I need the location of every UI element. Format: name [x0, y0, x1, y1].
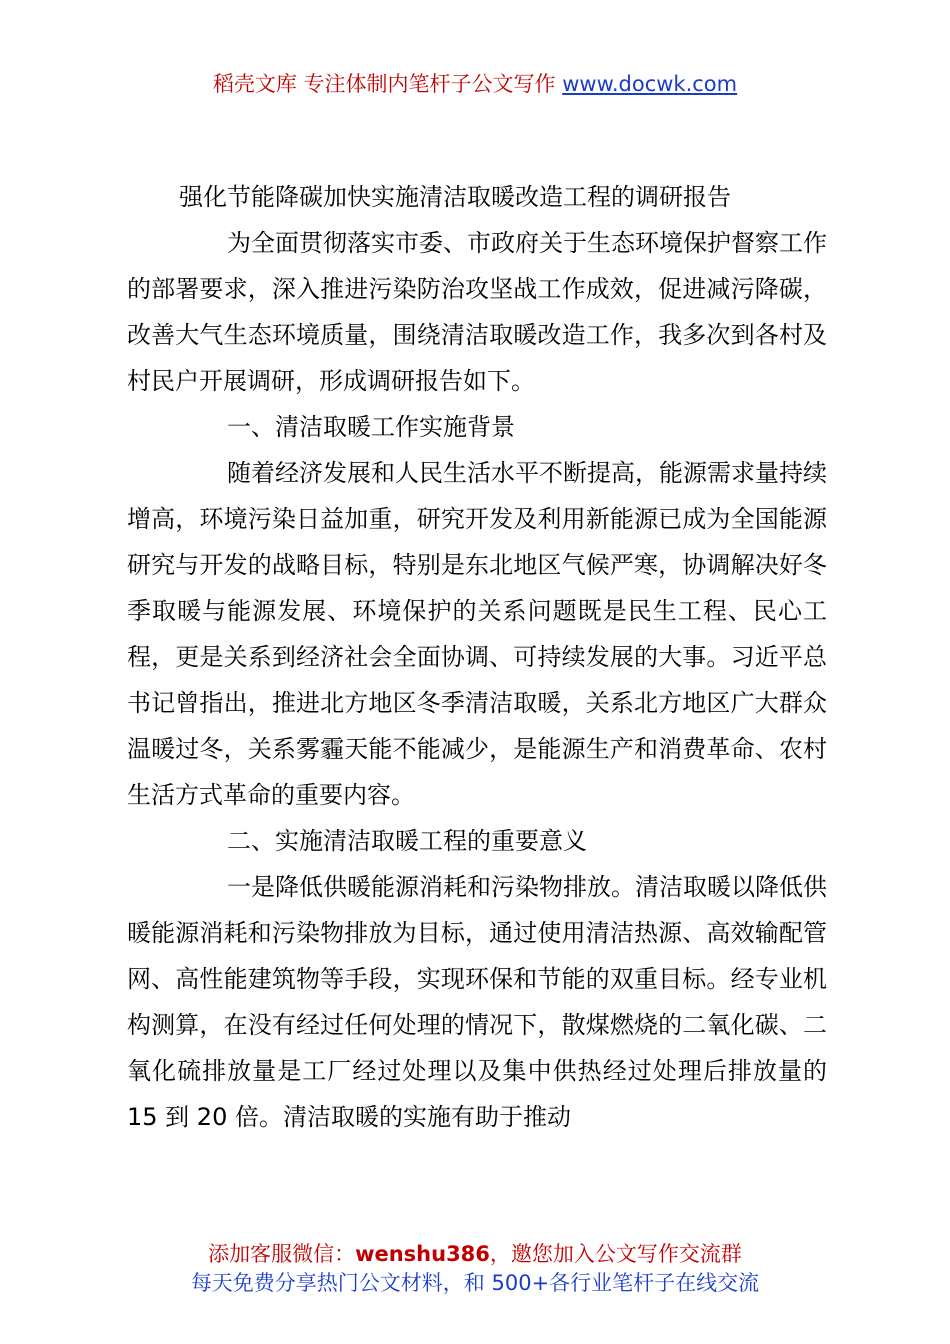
footer-wechat-line [0, 1240, 950, 1269]
section-heading-significance: 二、实施清洁取暖工程的重要意义 [227, 827, 587, 855]
header-banner [0, 70, 950, 98]
brand-slogan: 稻壳文库 专注体制内笔杆子公文写作 [212, 72, 556, 96]
website-link[interactable]: www.docwk.com [562, 72, 738, 96]
footer-wechat-suffix: ，邀您加入公文写作交流群 [489, 1242, 742, 1266]
wechat-id: wenshu386 [355, 1242, 490, 1266]
intro-paragraph: 为全面贯彻落实市委、市政府关于生态环境保护督察工作的部署要求，深入推进污染防治攻坚战工作成效，促进减污降碳，改善大气生态环境质量，围绕清洁取暖改造工作，我多次到各村及村民户开展调研，形成调研报告如下。 [127, 229, 827, 395]
document-title: 强化节能降碳加快实施清洁取暖改造工程的调研报告 [179, 183, 731, 211]
significance-paragraph: 一是降低供暖能源消耗和污染物排放。清洁取暖以降低供暖能源消耗和污染物排放为目标，通过使用清洁热源、高效输配管网、高性能建筑物等手段，实现环保和节能的双重目标。经专业机构测算，在没有经过任何处理的情况下，散煤燃烧的二氧化碳、二氧化硫排放量是工厂经过处理以及集中供热经过处理后排放量的 15 到 20 倍。清洁取暖的实施有助于推动 [127, 873, 827, 1131]
footer-promo [0, 1240, 950, 1298]
footer-share-line: 每天免费分享热门公文材料，和 500+各行业笔杆子在线交流 [190, 1271, 760, 1295]
background-paragraph: 随着经济发展和人民生活水平不断提高，能源需求量持续增高，环境污染日益加重，研究开发及利用新能源已成为全国能源研究与开发的战略目标，特别是东北地区气候严寒，协调解决好冬季取暖与能源发展、环境保护的关系问题既是民生工程、民心工程，更是关系到经济社会全面协调、可持续发展的大事。习近平总书记曾指出，推进北方地区冬季清洁取暖，关系北方地区广大群众温暖过冬，关系雾霾天能不能减少，是能源生产和消费革命、农村生活方式革命的重要内容。 [127, 459, 827, 809]
footer-wechat-prefix: 添加客服微信： [208, 1242, 356, 1266]
section-heading-background: 一、清洁取暖工作实施背景 [227, 413, 515, 441]
document-body [127, 174, 827, 1140]
